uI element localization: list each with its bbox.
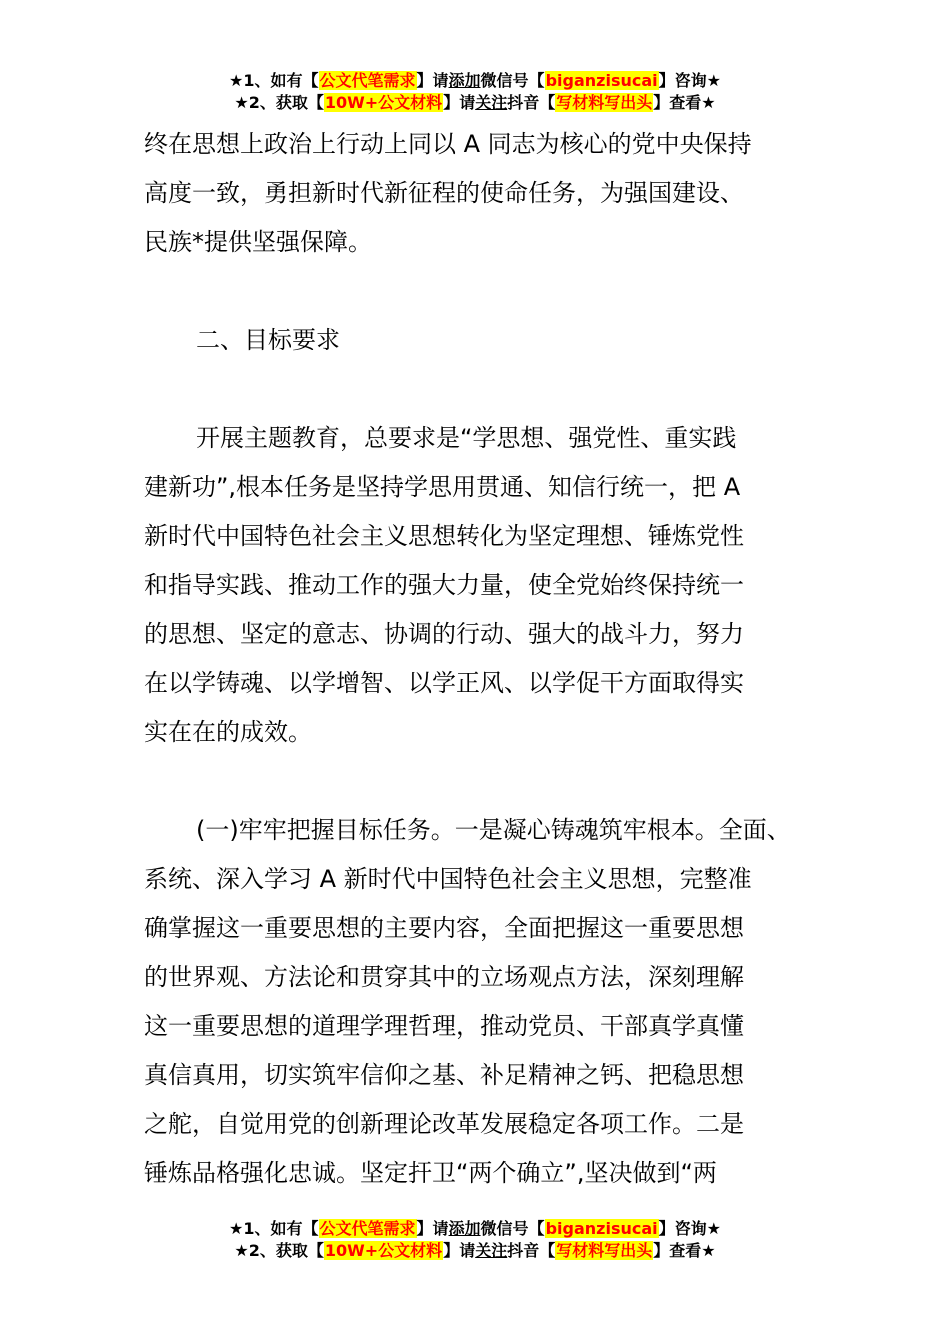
highlight-service: 公文代笔需求 <box>319 71 416 90</box>
promo-banner-top <box>0 70 950 114</box>
promo-line-1: ★1、如有【公文代笔需求】请添加微信号【biganzisucai】咨询★ <box>229 1219 721 1238</box>
document-body <box>144 120 814 1198</box>
highlight-douyin: 写材料写出头 <box>556 1241 653 1260</box>
paragraph-3: (一)牢牢把握目标任务。一是凝心铸魂筑牢根本。全面、 系统、深入学习 A 新时代中国特色社会主义思想，完整准 确掌握这一重要思想的主要内容，全面把握这一重要思想 的世界观、方法论和贯穿其中的立场观点方法，深刻理解 这一重要思想的道理学理哲理，推动党员、干部真学真懂 真信真用，切实筑牢信仰之基、补足精神之钙、把稳思想 之舵，自觉用党的创新理论改革发展稳定各项工作。二是 锤炼品格强化忠诚。坚定扞卫“两个确立”,坚决做到“两 <box>144 816 791 1187</box>
highlight-wechat-id: biganzisucai <box>545 71 658 90</box>
paragraph-1: 终在思想上政治上行动上同以 A 同志为核心的党中央保持 高度一致，勇担新时代新征程的使命任务，为强国建设、 民族*提供坚强保障。 <box>144 130 752 256</box>
promo-line-2: ★2、获取【10W+公文材料】请关注抖音【写材料写出头】查看★ <box>234 1241 716 1260</box>
highlight-materials: 10W+公文材料 <box>324 1241 443 1260</box>
highlight-materials: 10W+公文材料 <box>324 93 443 112</box>
promo-line-1: ★1、如有【公文代笔需求】请添加微信号【biganzisucai】咨询★ <box>229 71 721 90</box>
paragraph-2: 开展主题教育，总要求是“学思想、强党性、重实践 建新功”,根本任务是坚持学思用贯通、知信行统一，把 A 新时代中国特色社会主义思想转化为坚定理想、锤炼党性 和指导实践、推动工作的强大力量，使全党始终保持统一 的思想、坚定的意志、协调的行动、强大的战斗力，努力 在以学铸魂、以学增智、以学正风、以学促干方面取得实 实在在的成效。 <box>144 424 744 746</box>
highlight-douyin: 写材料写出头 <box>556 93 653 112</box>
highlight-wechat-id: biganzisucai <box>545 1219 658 1238</box>
highlight-service: 公文代笔需求 <box>319 1219 416 1238</box>
section-heading: 二、目标要求 <box>196 326 340 354</box>
promo-line-2: ★2、获取【10W+公文材料】请关注抖音【写材料写出头】查看★ <box>234 93 716 112</box>
promo-banner-bottom <box>0 1218 950 1262</box>
